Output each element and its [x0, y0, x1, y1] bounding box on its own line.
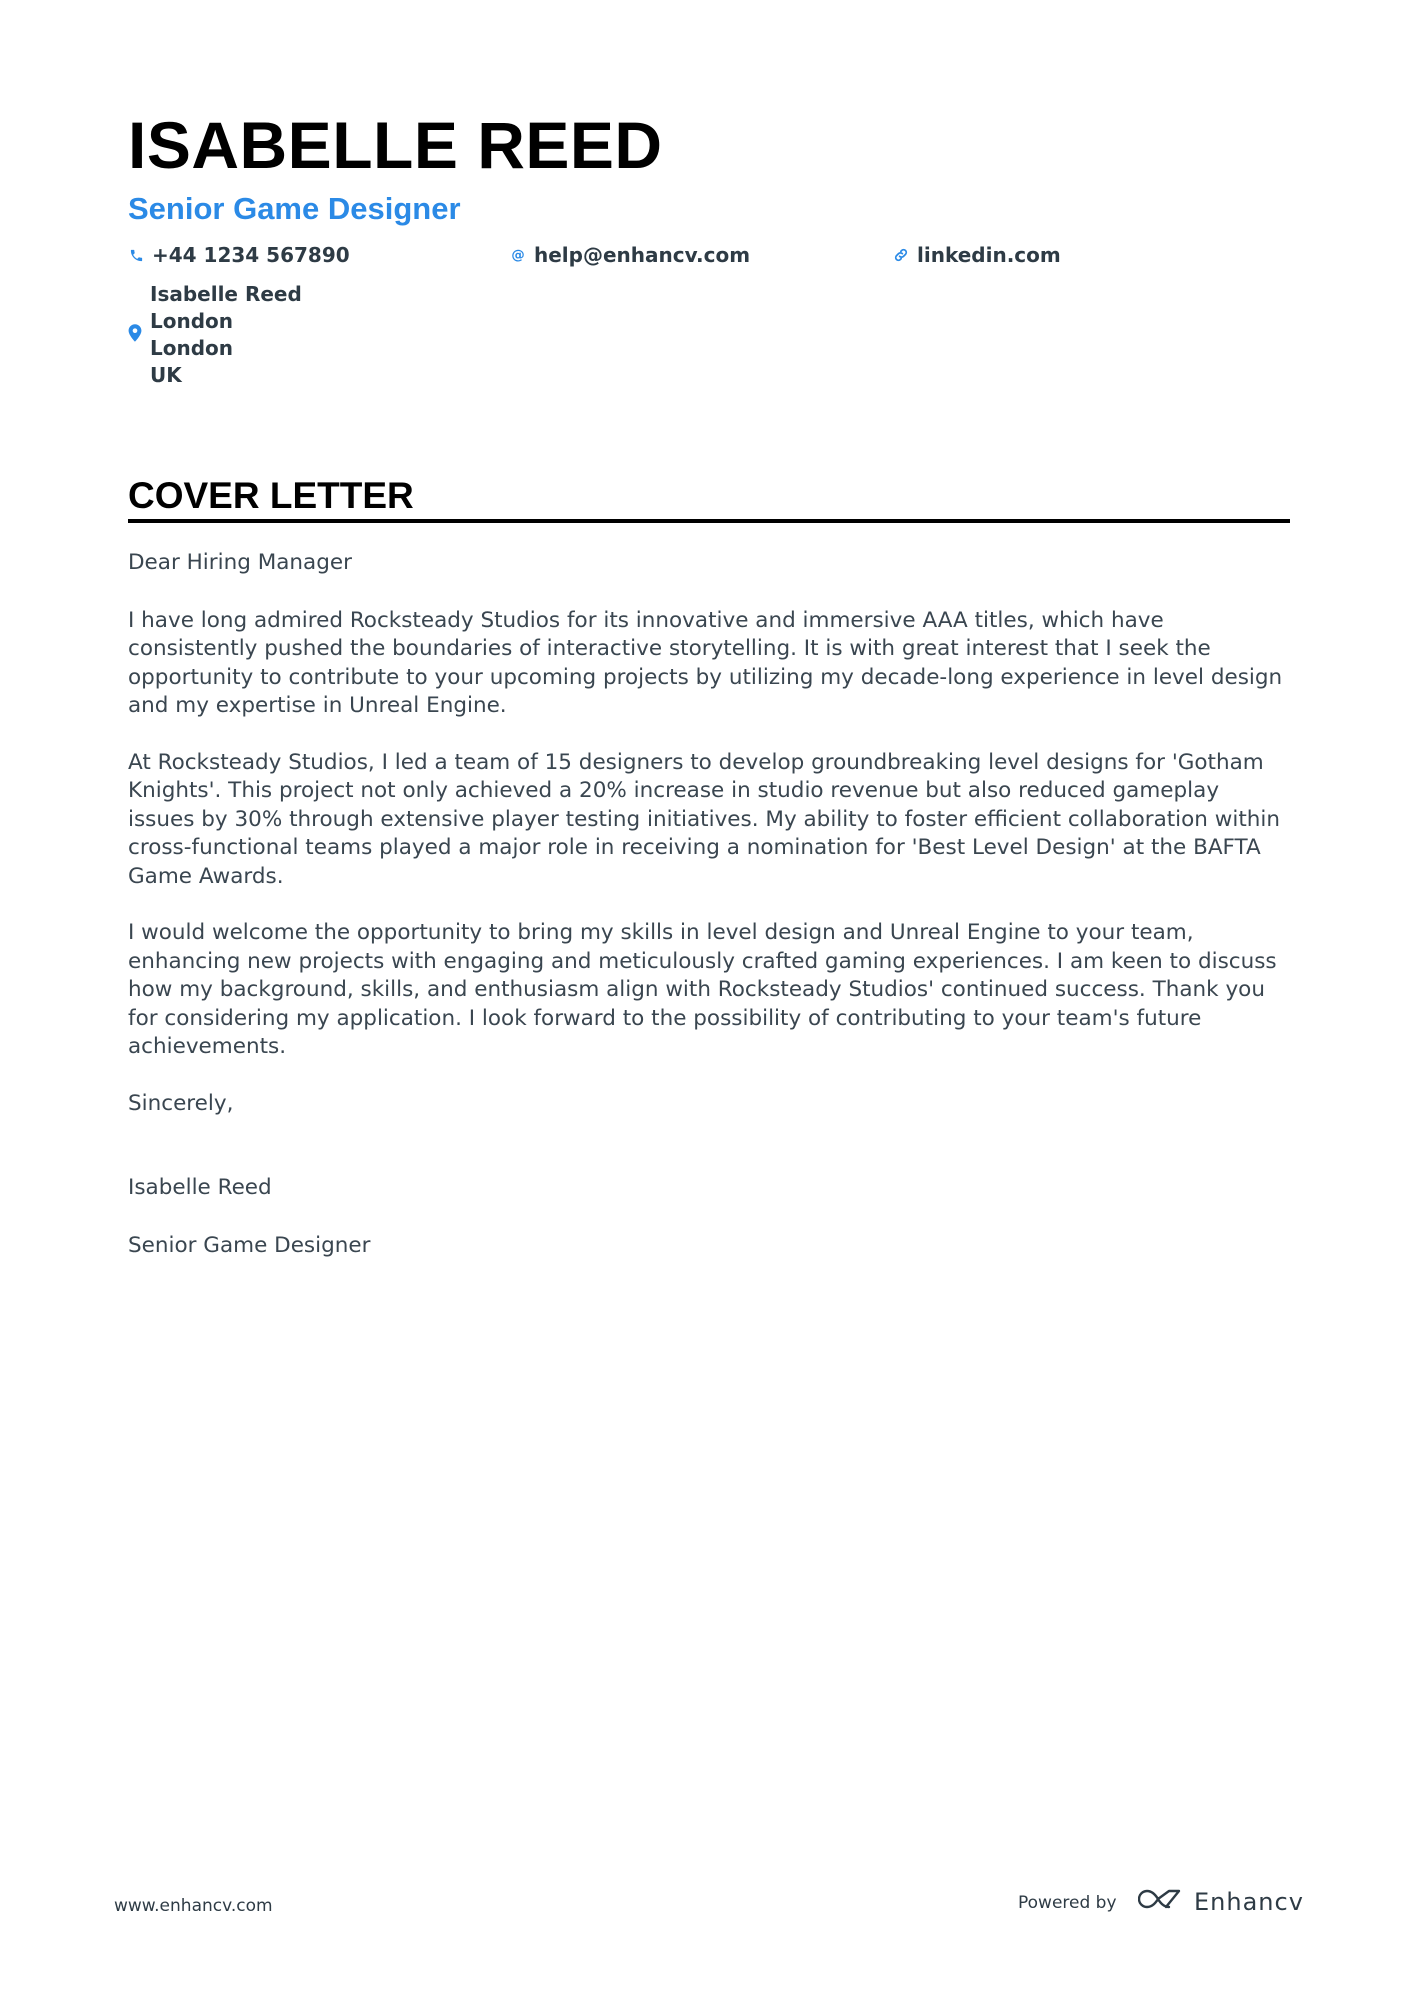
contact-phone: [128, 243, 350, 267]
link-icon: [893, 247, 909, 263]
section-title: COVER LETTER: [128, 475, 414, 516]
letter-paragraph: At Rocksteady Studios, I led a team of 15 designers to develop groundbreaking level designs for 'Gotham Knights'. This project not only achieved a 20% increase in studio revenue but also reduced gameplay issues by 30% through extensive player testing initiatives. My ability to foster efficient collaboration within cross-functional teams played a major role in receiving a nomination for 'Best Level Design' at the BAFTA Game Awards.: [128, 749, 1280, 889]
svg-text:@: @: [511, 248, 525, 263]
location-pin-icon: [128, 324, 142, 347]
contact-address: [128, 281, 302, 389]
address-line: Isabelle Reed: [150, 282, 302, 306]
phone-text: +44 1234 567890: [152, 243, 350, 267]
at-icon: [510, 247, 526, 263]
letter-greeting: Dear Hiring Manager: [128, 550, 352, 575]
letter-body: [128, 549, 1290, 1260]
address-lines: [150, 281, 302, 389]
letter-closing: Sincerely,: [128, 1090, 234, 1116]
letter-paragraph: I have long admired Rocksteady Studios for its innovative and immersive AAA titles, which have consistently pushed the boundaries of interactive storytelling. It is with great interest that I seek the opportunity to contribute to your upcoming projects by utilizing my decade-long experience in level design and my expertise in Unreal Engine.: [128, 607, 1283, 718]
signature-name: Isabelle Reed: [128, 1175, 272, 1200]
letter-paragraph: I would welcome the opportunity to bring my skills in level design and Unreal Engine to your team, enhancing new projects with engaging and meticulously crafted gaming experiences. I am keen to discuss how my background, skills, and enthusiasm align with Rocksteady Studios' continued success. Thank you for considering my application. I look forward to the possibility of contributing to your team's future achievements.: [128, 920, 1277, 1059]
powered-by-label: Powered by: [1018, 1893, 1117, 1913]
phone-icon: [128, 247, 144, 263]
candidate-name: ISABELLE REED: [128, 108, 663, 182]
email-text: help@enhancv.com: [534, 243, 751, 267]
section-divider: [128, 519, 1290, 523]
candidate-title: Senior Game Designer: [128, 191, 461, 226]
signature-title: Senior Game Designer: [128, 1232, 371, 1258]
footer-url-link[interactable]: www.enhancv.com: [114, 1896, 273, 1916]
contact-linkedin[interactable]: [893, 243, 1061, 267]
contact-email[interactable]: [510, 243, 750, 267]
address-line: London: [150, 336, 234, 360]
brand-logo[interactable]: [1138, 1887, 1304, 1916]
enhancv-logo-icon: [1138, 1887, 1184, 1916]
address-line: London: [150, 309, 234, 333]
address-line: UK: [150, 363, 182, 387]
brand-name: Enhancv: [1194, 1887, 1304, 1916]
linkedin-text: linkedin.com: [917, 243, 1061, 267]
